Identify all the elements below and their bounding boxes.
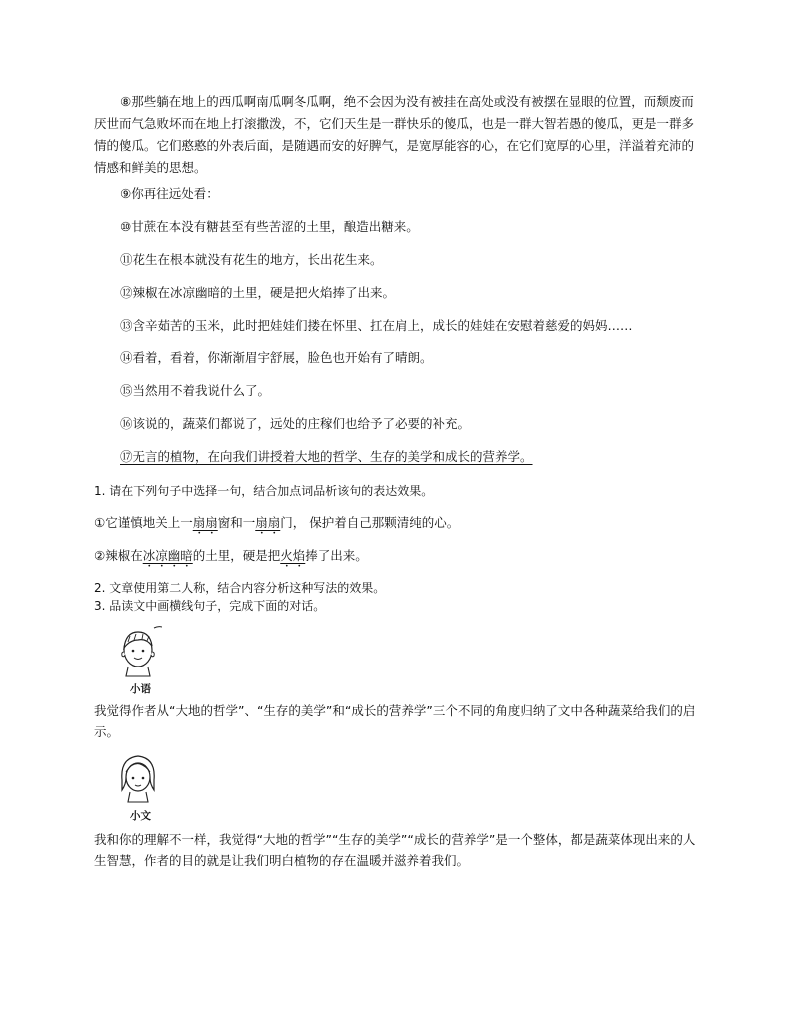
- speaker-2-text: 我和你的理解不一样，我觉得“大地的哲学”“生存的美学”“成长的营养学”是一个整体，都是蔬菜体现出来的人生智慧，作者的目的就是让我们明白植物的存在温暖并滋养着我们。: [94, 832, 696, 868]
- paragraph-12: ⑫辣椒在冰凉幽暗的土里，硬是把火焰捧了出来。: [120, 285, 396, 300]
- paragraph-11: ⑪花生在根本就没有花生的地方，长出花生来。: [120, 252, 383, 267]
- speaker-1-text: 我觉得作者从“大地的哲学”、“生存的美学”和“成长的营养学”三个不同的角度归纳了文中各种蔬菜给我们的启示。: [94, 703, 696, 739]
- paragraph-10: ⑩甘蔗在本没有糖甚至有些苦涩的土里，酿造出糖来。: [120, 219, 419, 234]
- avatar-label-xiaoyu: 小语: [130, 683, 151, 695]
- paragraph-14: ⑭看着，看着，你渐渐眉宇舒展，脸色也开始有了晴朗。: [120, 350, 433, 365]
- option-2-part-a: ②辣椒在: [94, 548, 143, 563]
- paragraph-8: ⑧那些躺在地上的西瓜啊南瓜啊冬瓜啊，绝不会因为没有被挂在高处或没有被摆在显眼的位置，而颓废而厌世而气急败坏而在地上打滚撒泼，不，它们天生是一群快乐的傻瓜，也是一群大智若愚的傻瓜，更是一群多情的傻瓜。它们憨憨的外表后面，是随遇而安的好脾气，是宽厚能容的心，在它们宽厚的心里，洋溢着充沛的情感和鲜美的思想。: [94, 94, 695, 175]
- option-2-emph-b: 火焰: [280, 548, 306, 563]
- option-1-emph-b: 扇扇: [255, 515, 281, 530]
- option-2-part-e: 捧了出来。: [305, 548, 368, 563]
- question-2: 2. 文章使用第二人称，结合内容分析这种写法的效果。: [94, 581, 386, 595]
- question-1-option-2: [94, 546, 368, 570]
- question-1-option-1: [94, 513, 459, 537]
- option-1-part-c: 窗和一: [217, 515, 256, 530]
- boy-avatar-icon: [116, 624, 162, 680]
- paragraph-16: ⑯该说的，蔬菜们都说了，远处的庄稼们也给予了必要的补充。: [120, 416, 471, 431]
- option-1-emph-a: 扇扇: [192, 515, 218, 530]
- question-3: 3. 品读文中画横线句子，完成下面的对话。: [94, 599, 326, 613]
- paragraph-9: ⑨你再往远处看：: [120, 186, 219, 201]
- paragraph-15: ⑮当然用不着我说什么了。: [120, 383, 271, 398]
- question-1: 1. 请在下列句子中选择一句，结合加点词品析该句的表达效果。: [94, 484, 434, 498]
- avatar-label-xiaowen: 小文: [130, 810, 151, 822]
- option-1-part-a: ①它谨慎地关上一: [94, 515, 193, 530]
- option-2-emph-a: 冰凉幽暗: [142, 548, 193, 563]
- paragraph-13: ⑬含辛茹苦的玉米，此时把娃娃们搂在怀里、扛在肩上，成长的娃娃在安慰着慈爱的妈妈……: [120, 318, 633, 333]
- option-2-part-c: 的土里，硬是把: [192, 548, 281, 563]
- paragraph-17-underlined: ⑰无言的植物，在向我们讲授着大地的哲学、生存的美学和成长的营养学。: [120, 449, 533, 464]
- girl-avatar-icon: [116, 750, 162, 806]
- option-1-part-e: 门， 保护着自己那颗清纯的心。: [280, 515, 460, 530]
